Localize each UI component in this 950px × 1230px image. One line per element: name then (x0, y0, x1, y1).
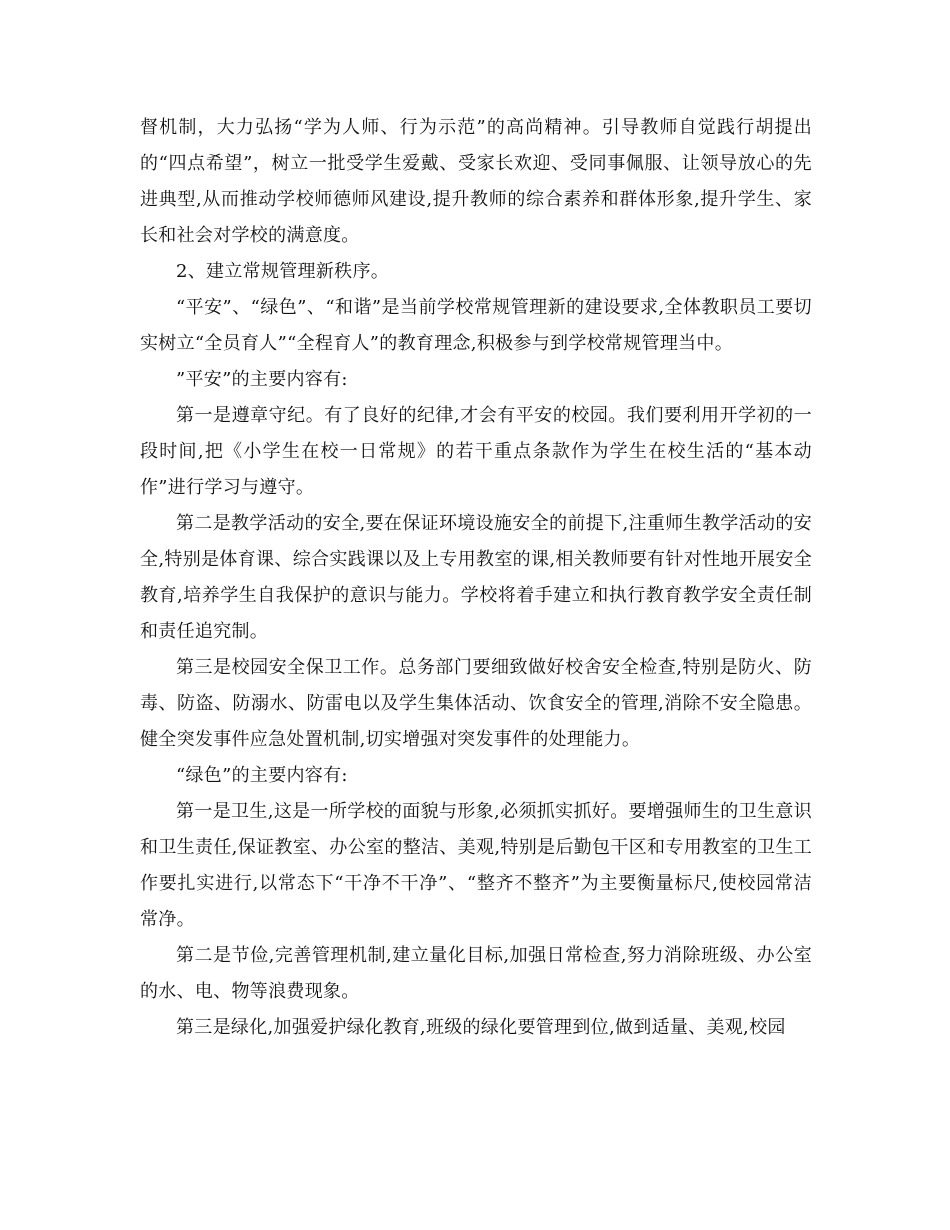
subheading-green-content: “绿色”的主要内容有: (176, 765, 348, 786)
subheading-safety-content: ”平安”的主要内容有: (176, 369, 348, 390)
paragraph-greening: 第三是绿化,加强爱护绿化教育,班级的绿化要管理到位,做到适量、美观,校园 (176, 1017, 786, 1038)
paragraph-thrift: 第二是节俭,完善管理机制,建立量化目标,加强日常检查,努力消除班级、办公室的水、电、物等浪费现象。 (140, 945, 812, 1002)
document-page (140, 110, 812, 1046)
paragraph-campus-security: 第三是校园安全保卫工作。总务部门要细致做好校舍安全检查,特别是防火、防毒、防盗、防溺水、防雷电以及学生集体活动、饮食安全的管理,消除不安全隐患。健全突发事件应急处置机制,切实增强对突发事件的处理能力。 (140, 657, 812, 750)
paragraph-supervision-mechanism: 督机制，大力弘扬“学为人师、行为示范”的高尚精神。引导教师自觉践行胡提出的“四点希望”，树立一批受学生爱戴、受家长欢迎、受同事佩服、让领导放心的先进典型,从而推动学校师德师风建设,提升教师的综合素养和群体形象,提升学生、家长和社会对学校的满意度。 (140, 117, 812, 246)
paragraph-hygiene: 第一是卫生,这是一所学校的面貌与形象,必须抓实抓好。要增强师生的卫生意识和卫生责任,保证教室、办公室的整洁、美观,特别是后勤包干区和专用教室的卫生工作要扎实进行,以常态下“干净不干净”、“整齐不整齐”为主要衡量标尺,使校园常洁常净。 (140, 801, 812, 930)
paragraph-discipline: 第一是遵章守纪。有了良好的纪律,才会有平安的校园。我们要利用开学初的一段时间,把《小学生在校一日常规》的若干重点条款作为学生在校生活的“基本动作”进行学习与遵守。 (140, 405, 812, 498)
paragraph-safety-green-harmony: “平安”、“绿色”、“和谐”是当前学校常规管理新的建设要求,全体教职员工要切实树立“全员育人”“全程育人”的教育理念,积极参与到学校常规管理当中。 (140, 297, 812, 354)
section-heading-routine-management: 2、建立常规管理新秩序。 (176, 261, 390, 282)
paragraph-teaching-safety: 第二是教学活动的安全,要在保证环境设施安全的前提下,注重师生教学活动的安全,特别是体育课、综合实践课以及上专用教室的课,相关教师要有针对性地开展安全教育,培养学生自我保护的意识与能力。学校将着手建立和执行教育教学安全责任制和责任追究制。 (140, 513, 812, 642)
